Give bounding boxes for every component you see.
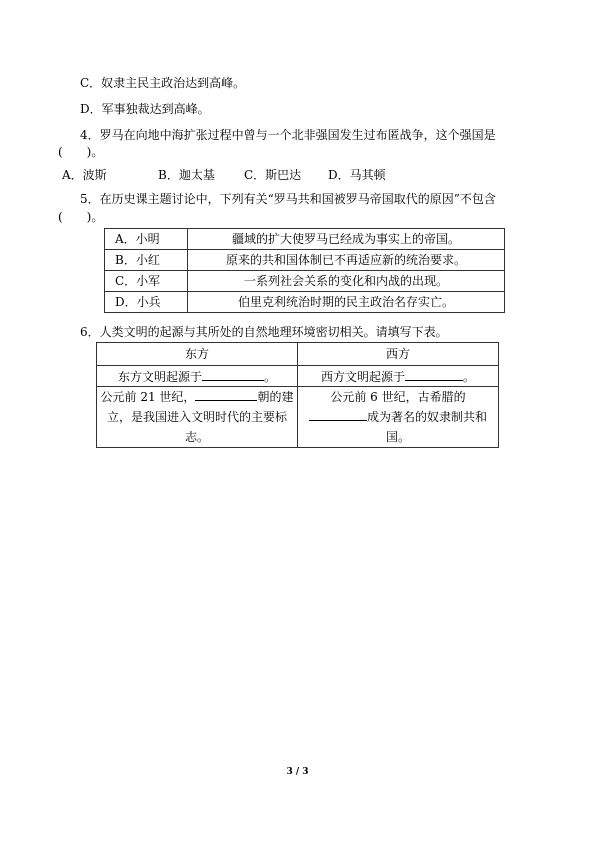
- q6-west-origin-prefix: 西方文明起源于: [320, 370, 405, 384]
- q6-east-event-cell: [97, 387, 298, 448]
- q4-answer-paren: ( )。: [58, 145, 104, 159]
- q5-row-text: 原来的共和国体制已不再适应新的统治要求。: [188, 250, 505, 271]
- q6-east-event-prefix: 公元前 21 世纪，: [100, 390, 196, 404]
- table-row: [97, 343, 499, 366]
- page-number: 3 / 3: [286, 767, 309, 777]
- q5-stem: 5．在历史课主题讨论中，下列有关“罗马共和国被罗马帝国取代的原因”不包含: [80, 192, 496, 206]
- q6-east-event-line2: 立，是我国进入文明时代的主要标: [106, 410, 287, 424]
- q5-row-text: 疆域的扩大使罗马已经成为事实上的帝国。: [188, 229, 505, 250]
- table-row: [97, 387, 499, 448]
- q6-east-origin-blank[interactable]: [202, 368, 264, 381]
- q6-table: [96, 342, 499, 448]
- q3-option-d: D．军事独裁达到高峰。: [80, 102, 210, 116]
- q4-option-a: A．波斯: [62, 168, 107, 182]
- q6-west-event-mid: 成为著名的奴隶制共和: [366, 410, 487, 424]
- q6-west-origin-blank[interactable]: [405, 368, 463, 381]
- q5-row-text: 一系列社会关系的变化和内战的出现。: [188, 271, 505, 292]
- q6-east-origin-cell: [97, 366, 298, 387]
- q6-west-event-line3: 国。: [385, 430, 410, 444]
- q4-option-b: B．迦太基: [158, 168, 215, 182]
- q5-row-text: 伯里克利统治时期的民主政治名存实亡。: [188, 292, 505, 313]
- table-row: [105, 229, 505, 250]
- q5-answer-paren: ( )。: [58, 210, 104, 224]
- q6-header-west: 西方: [298, 343, 499, 366]
- table-row: [105, 271, 505, 292]
- q6-east-event-mid: 朝的建: [257, 390, 294, 404]
- q4-option-c: C．斯巴达: [244, 168, 302, 182]
- q5-row-who: A．小明: [105, 229, 188, 250]
- q6-east-event-line3: 志。: [184, 430, 209, 444]
- q6-header-east: 东方: [97, 343, 298, 366]
- q6-west-origin-cell: [298, 366, 499, 387]
- q6-east-origin-suffix: 。: [264, 370, 277, 384]
- q5-row-who: D．小兵: [105, 292, 188, 313]
- q4-stem: 4．罗马在向地中海扩张过程中曾与一个北非强国发生过布匿战争，这个强国是: [80, 128, 496, 142]
- q4-option-d: D．马其顿: [328, 168, 386, 182]
- q6-west-origin-suffix: 。: [463, 370, 476, 384]
- q6-stem: 6．人类文明的起源与其所处的自然地理环境密切相关。请填写下表。: [80, 325, 448, 339]
- q5-row-who: C．小军: [105, 271, 188, 292]
- q6-west-event-prefix: 公元前 6 世纪，古希腊的: [330, 390, 466, 404]
- q6-west-event-cell: [298, 387, 499, 448]
- q6-east-dynasty-blank[interactable]: [195, 388, 257, 401]
- q5-row-who: B．小红: [105, 250, 188, 271]
- table-row: [97, 366, 499, 387]
- q6-east-origin-prefix: 东方文明起源于: [117, 370, 202, 384]
- table-row: [105, 250, 505, 271]
- q3-option-c: C．奴隶主民主政治达到高峰。: [80, 76, 246, 90]
- q5-table: [104, 228, 505, 313]
- q6-west-city-blank[interactable]: [309, 408, 367, 421]
- table-row: [105, 292, 505, 313]
